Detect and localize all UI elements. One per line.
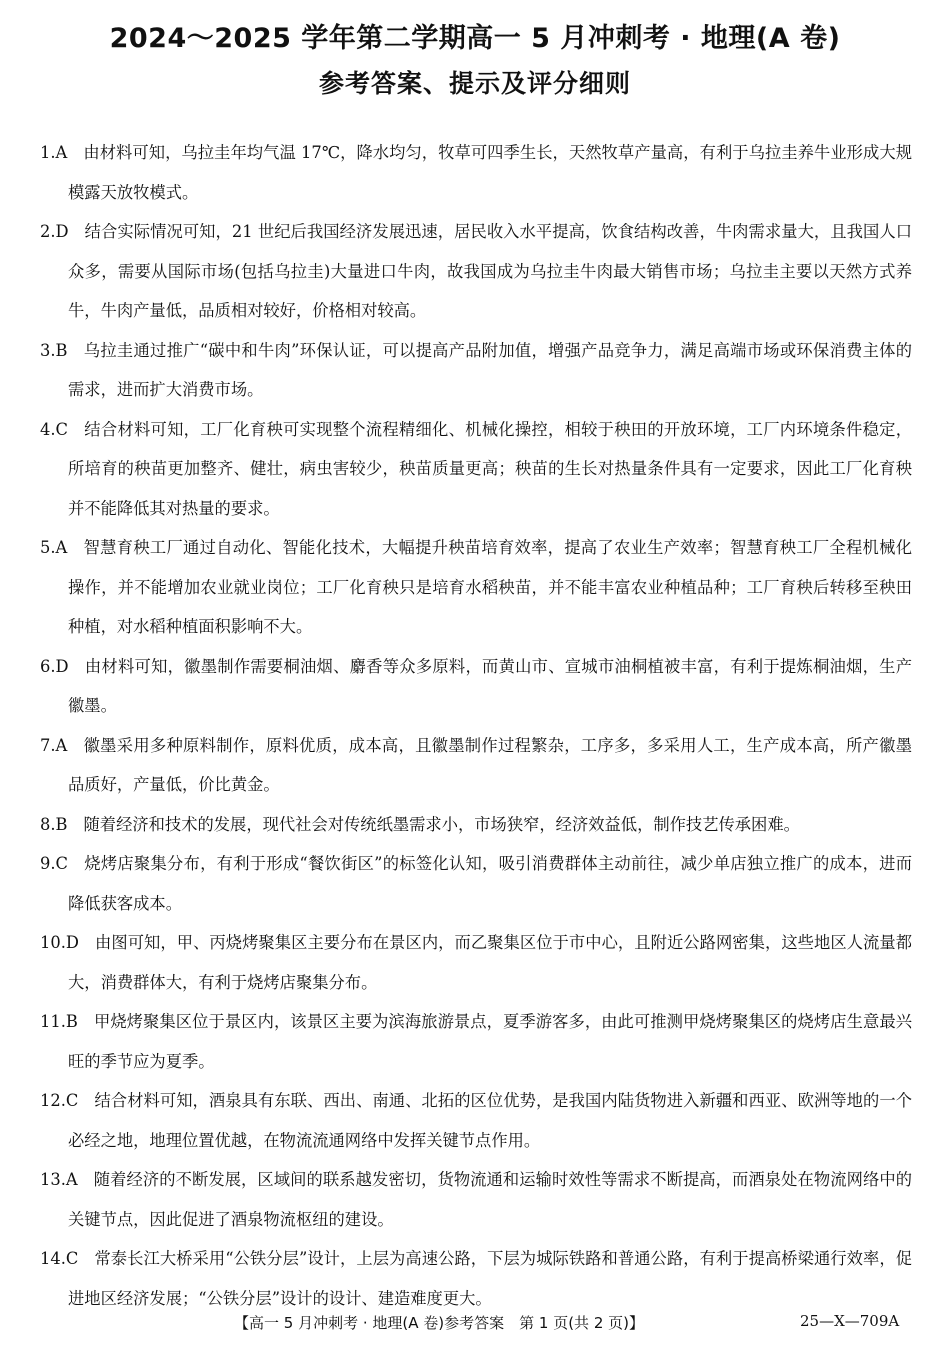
answer-number: 8. (40, 814, 56, 834)
answer-item (40, 528, 912, 647)
answer-number: 10. (40, 933, 66, 952)
answer-explanation: 甲烧烤聚集区位于景区内，该景区主要为滨海旅游景点，夏季游客多，由此可推测甲烧烤聚集区的烧烤店生意最兴旺的季节应为夏季。 (68, 1012, 912, 1071)
answer-key: B (55, 340, 68, 360)
answer-number: 7. (40, 735, 56, 755)
page-title: 2024～2025 学年第二学期高一 5 月冲刺考 · 地理(A 卷) (109, 23, 841, 54)
answer-number: 9. (40, 854, 56, 873)
answer-explanation: 随着经济和技术的发展，现代社会对传统纸墨需求小，市场狭窄，经济效益低，制作技艺传承困难。 (83, 814, 800, 834)
answer-list (40, 133, 912, 1318)
answer-item (40, 726, 912, 805)
page-footer (0, 1312, 950, 1336)
footer-page-info: 【高一 5 月冲刺考 · 地理(A 卷)参考答案 第 1 页(共 2 页)】 (234, 1314, 644, 1332)
answer-item (40, 647, 912, 726)
answer-key: D (65, 933, 79, 952)
answer-explanation: 乌拉圭通过推广“碳中和牛肉”环保认证，可以提高产品附加值，增强产品竞争力，满足高端市场或环保消费主体的需求，进而扩大消费市场。 (68, 340, 912, 399)
answer-item (40, 1239, 912, 1318)
answer-item (40, 212, 912, 331)
answer-explanation: 结合材料可知，工厂化育秧可实现整个流程精细化、机械化操控，相较于秧田的开放环境，工厂内环境条件稳定，所培育的秧苗更加整齐、健壮，病虫害较少，秧苗质量更高；秧苗的生长对热量条件具有一定要求，因此工厂化育秧并不能降低其对热量的要求。 (68, 419, 912, 518)
answer-explanation: 结合实际情况可知，21 世纪后我国经济发展迅速，居民收入水平提高，饮食结构改善，牛肉需求量大，且我国人口众多，需要从国际市场(包括乌拉圭)大量进口牛肉，故我国成为乌拉圭牛肉最大销售市场；乌拉圭主要以天然方式养牛，牛肉产量低，品质相对较好，价格相对较高。 (68, 222, 912, 320)
answer-key: B (55, 814, 68, 834)
answer-item (40, 410, 912, 529)
answer-number: 12. (40, 1091, 66, 1110)
answer-key: D (55, 656, 69, 676)
answer-item (40, 844, 912, 923)
answer-key: D (55, 222, 69, 241)
answer-number: 11. (40, 1012, 66, 1031)
answer-key: A (65, 1170, 78, 1189)
answer-number: 14. (40, 1249, 66, 1268)
footer-doc-code: 25—X—709A (800, 1312, 900, 1330)
answer-item (40, 805, 912, 845)
answer-item (40, 1081, 912, 1160)
page-subtitle: 参考答案、提示及评分细则 (318, 69, 631, 98)
answer-item (40, 133, 912, 212)
answer-number: 2. (40, 222, 56, 241)
answer-explanation: 由图可知，甲、丙烧烤聚集区主要分布在景区内，而乙聚集区位于市中心，且附近公路网密集，这些地区人流量都大，消费群体大，有利于烧烤店聚集分布。 (68, 933, 912, 992)
answer-item (40, 331, 912, 410)
answer-item (40, 923, 912, 1002)
answer-key: C (65, 1249, 79, 1268)
answer-item (40, 1160, 912, 1239)
answer-number: 5. (40, 538, 56, 557)
answer-number: 4. (40, 419, 56, 439)
answer-key: C (55, 854, 69, 873)
answer-explanation: 由材料可知，徽墨制作需要桐油烟、麝香等众多原料，而黄山市、宣城市油桐植被丰富，有利于提炼桐油烟，生产徽墨。 (68, 656, 912, 715)
answer-key: A (55, 538, 68, 557)
answer-number: 1. (40, 143, 56, 162)
answer-explanation: 徽墨采用多种原料制作，原料优质，成本高，且徽墨制作过程繁杂，工序多，多采用人工，生产成本高，所产徽墨品质好，产量低，价比黄金。 (68, 735, 912, 794)
answer-number: 6. (40, 656, 56, 676)
answer-explanation: 结合材料可知，酒泉具有东联、西出、南通、北拓的区位优势，是我国内陆货物进入新疆和西亚、欧洲等地的一个必经之地，地理位置优越，在物流流通网络中发挥关键节点作用。 (68, 1091, 912, 1150)
answer-key: C (65, 1091, 79, 1110)
answer-key: A (55, 143, 68, 162)
answer-explanation: 烧烤店聚集分布，有利于形成“餐饮街区”的标签化认知，吸引消费群体主动前往，减少单店独立推广的成本，进而降低获客成本。 (68, 854, 912, 913)
answer-explanation: 由材料可知，乌拉圭年均气温 17℃，降水均匀，牧草可四季生长，天然牧草产量高，有利于乌拉圭养牛业形成大规模露天放牧模式。 (68, 143, 912, 202)
answer-explanation: 智慧育秧工厂通过自动化、智能化技术，大幅提升秧苗培育效率，提高了农业生产效率；智慧育秧工厂全程机械化操作，并不能增加农业就业岗位；工厂化育秧只是培育水稻秧苗，并不能丰富农业种植品种；工厂育秧后转移至秧田种植，对水稻种植面积影响不大。 (68, 538, 912, 636)
answer-number: 13. (40, 1170, 66, 1189)
answer-item (40, 1002, 912, 1081)
answer-explanation: 常泰长江大桥采用“公铁分层”设计，上层为高速公路，下层为城际铁路和普通公路，有利于提高桥梁通行效率，促进地区经济发展；“公铁分层”设计的设计、建造难度更大。 (68, 1249, 912, 1308)
answer-key: C (55, 419, 69, 439)
answer-key: B (65, 1012, 78, 1031)
answer-key: A (55, 735, 68, 755)
answer-explanation: 随着经济的不断发展，区域间的联系越发密切，货物流通和运输时效性等需求不断提高，而酒泉处在物流网络中的关键节点，因此促进了酒泉物流枢纽的建设。 (68, 1170, 912, 1229)
answer-number: 3. (40, 340, 56, 360)
